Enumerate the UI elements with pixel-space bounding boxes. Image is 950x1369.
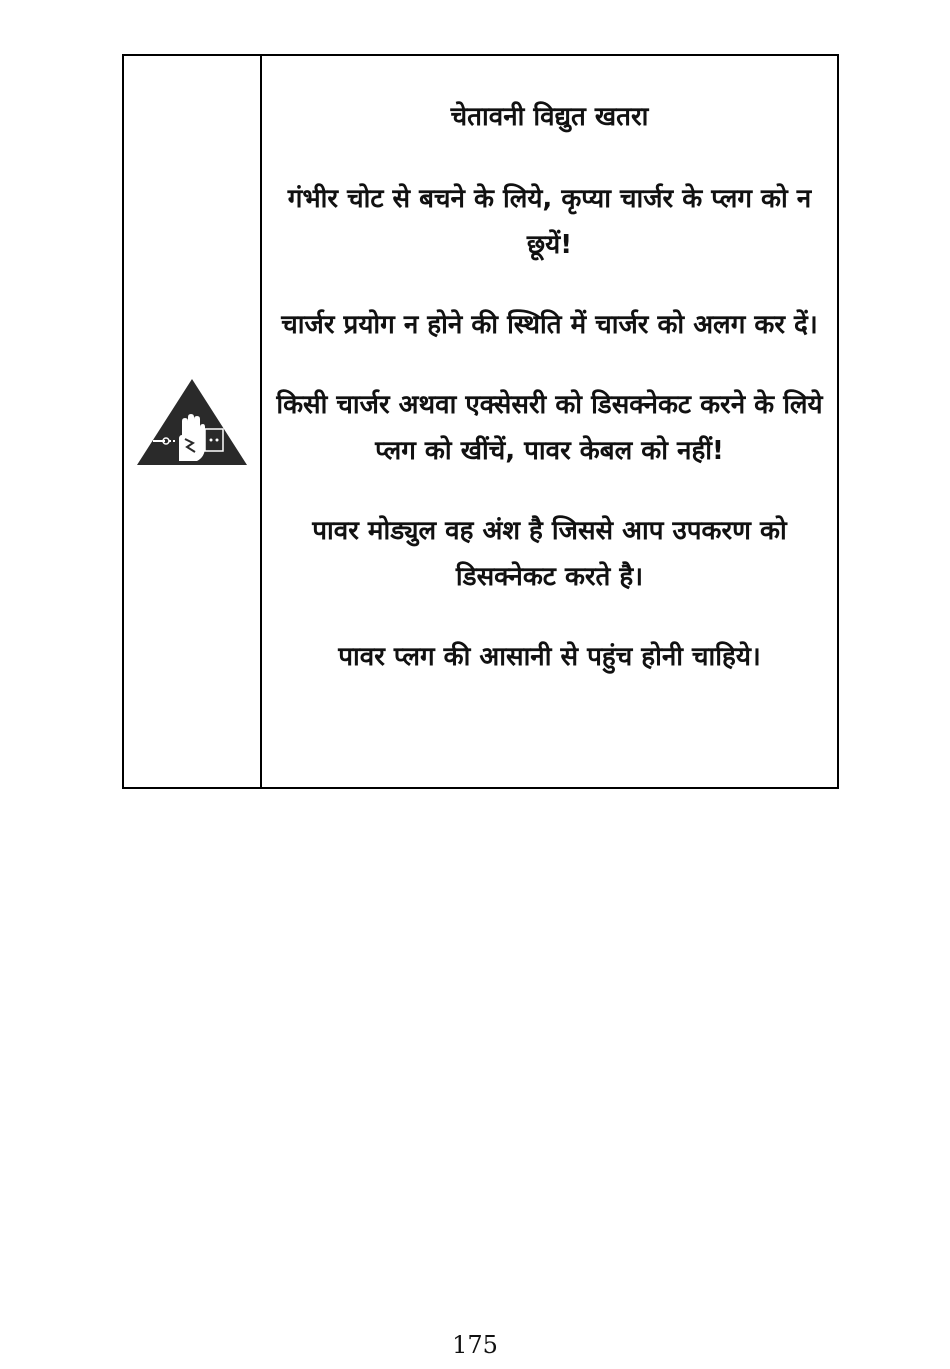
warning-paragraph-1: गंभीर चोट से बचने के लिये, कृप्या चार्जर के प्लग को न छूयें! [287,184,812,260]
warning-text-cell [262,56,837,787]
warning-table [122,54,839,789]
warning-icon-cell [124,56,262,787]
warning-paragraph-5: पावर प्लग की आसानी से पहुंच होनी चाहिये। [338,642,761,672]
warning-title: चेतावनी विद्युत खतरा [450,102,649,132]
warning-paragraph-3: किसी चार्जर अथवा एक्सेसरी को डिसक्नेकट करने के लिये प्लग को खींचें, पावर केबल को नहीं! [276,390,823,466]
electric-shock-hazard-icon [135,377,249,467]
warning-paragraph-2: चार्जर प्रयोग न होने की स्थिति में चार्जर को अलग कर दें। [281,310,818,340]
page-number: 175 [452,1331,498,1359]
warning-paragraph-4: पावर मोड्युल वह अंश है जिससे आप उपकरण को डिसक्नेकट करते है। [312,516,787,592]
